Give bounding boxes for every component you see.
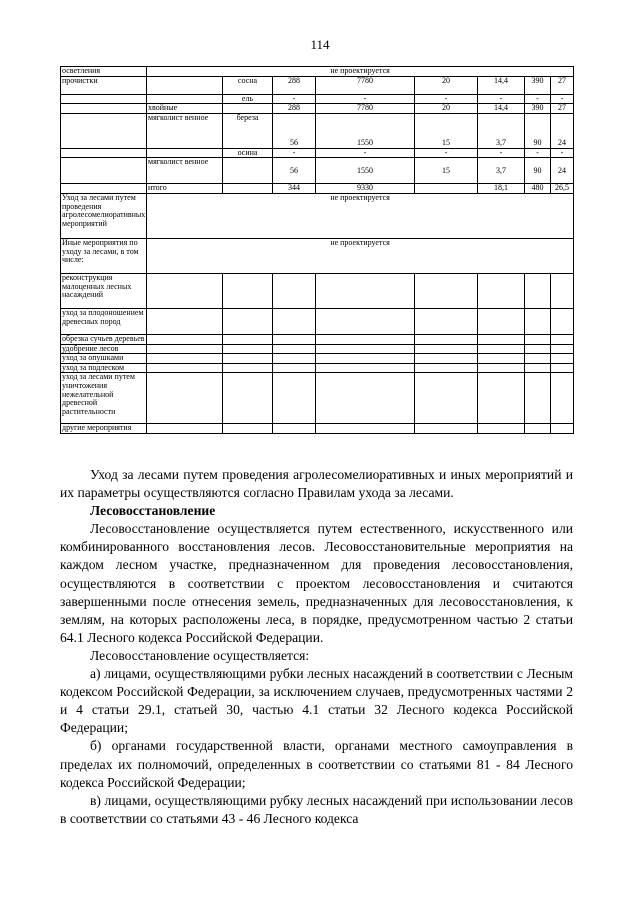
merged-cell: не проектируется — [147, 238, 574, 273]
empty-cell — [551, 373, 574, 424]
value-cell: 90 — [525, 113, 551, 148]
body-text — [60, 466, 573, 828]
empty-cell — [525, 334, 551, 344]
empty-cell — [415, 273, 478, 308]
group-cell — [147, 76, 223, 94]
empty-cell — [478, 334, 525, 344]
empty-cell — [478, 373, 525, 424]
empty-cell — [147, 308, 223, 334]
group-cell — [147, 94, 223, 104]
table-row — [61, 363, 574, 373]
value-cell: 390 — [525, 76, 551, 94]
empty-cell — [551, 344, 574, 354]
value-cell: 480 — [525, 184, 551, 194]
value-cell: 390 — [525, 104, 551, 114]
table-row — [61, 67, 574, 77]
value-cell: 15 — [415, 158, 478, 184]
species-cell: осина — [223, 148, 273, 158]
empty-cell — [478, 424, 525, 434]
row-label: другие мероприятия — [61, 424, 147, 434]
value-cell: 7780 — [316, 104, 415, 114]
empty-cell — [316, 344, 415, 354]
value-cell: 90 — [525, 158, 551, 184]
species-cell: сосна — [223, 76, 273, 94]
empty-cell — [147, 334, 223, 344]
empty-cell — [147, 354, 223, 364]
value-cell: - — [478, 94, 525, 104]
row-label: обрезка сучьев деревьев — [62, 334, 145, 343]
table-row — [61, 158, 574, 184]
empty-cell — [273, 308, 316, 334]
value-cell: 20 — [415, 76, 478, 94]
value-cell: 15 — [415, 113, 478, 148]
row-label: удобрение лесов — [61, 344, 147, 354]
value-cell: 14,4 — [478, 76, 525, 94]
empty-cell — [316, 334, 415, 344]
forest-care-table — [60, 66, 574, 434]
group-cell: хвойные — [147, 104, 223, 114]
row-label — [61, 94, 147, 104]
value-cell: 27 — [551, 104, 574, 114]
value-cell: 3,7 — [478, 113, 525, 148]
empty-cell — [223, 334, 273, 344]
empty-cell — [415, 334, 478, 344]
empty-cell — [551, 334, 574, 344]
empty-cell — [415, 354, 478, 364]
empty-cell — [273, 273, 316, 308]
row-label: осветления — [61, 67, 147, 77]
value-cell: 9330 — [316, 184, 415, 194]
row-label — [61, 113, 147, 148]
empty-cell — [525, 424, 551, 434]
row-label — [61, 184, 147, 194]
empty-cell — [223, 373, 273, 424]
table-row — [61, 104, 574, 114]
empty-cell — [478, 308, 525, 334]
value-cell: 7780 — [316, 76, 415, 94]
species-cell: ель — [223, 94, 273, 104]
row-label: Иные мероприятия по уходу за лесами, в том числе: — [61, 238, 147, 273]
value-cell: 56 — [273, 158, 316, 184]
species-cell: береза — [223, 113, 273, 148]
empty-cell — [273, 424, 316, 434]
empty-cell — [525, 308, 551, 334]
species-cell — [223, 184, 273, 194]
empty-cell — [551, 363, 574, 373]
value-cell: - — [415, 94, 478, 104]
group-cell — [147, 148, 223, 158]
empty-cell — [147, 363, 223, 373]
group-cell: мягколист венное — [147, 113, 223, 148]
empty-cell — [415, 308, 478, 334]
empty-cell — [478, 344, 525, 354]
empty-cell — [147, 273, 223, 308]
empty-cell — [478, 273, 525, 308]
empty-cell — [478, 354, 525, 364]
paragraph: Лесовосстановление осуществляется: — [90, 647, 310, 663]
value-cell: 18,1 — [478, 184, 525, 194]
value-cell: 20 — [415, 104, 478, 114]
empty-cell — [147, 344, 223, 354]
group-cell: итого — [147, 184, 223, 194]
value-cell: 27 — [551, 76, 574, 94]
empty-cell — [551, 354, 574, 364]
paragraph: б) органами государственной власти, органами местного самоуправления в пределах их полномочий, определенных в соответствии со статьями 81 - 84 Лесного кодекса Российской Федерации; — [60, 738, 573, 790]
empty-cell — [273, 344, 316, 354]
value-cell: - — [316, 94, 415, 104]
empty-cell — [415, 424, 478, 434]
table-row — [61, 193, 574, 238]
empty-cell — [525, 363, 551, 373]
table-row — [61, 94, 574, 104]
empty-cell — [551, 424, 574, 434]
empty-cell — [415, 344, 478, 354]
empty-cell — [223, 273, 273, 308]
value-cell: - — [273, 148, 316, 158]
empty-cell — [415, 363, 478, 373]
value-cell: 344 — [273, 184, 316, 194]
row-label: уход за лесами путем уничтожения нежелательной древесной растительности — [61, 373, 147, 424]
empty-cell — [223, 354, 273, 364]
empty-cell — [273, 373, 316, 424]
row-label: прочистки — [61, 76, 147, 94]
table-row — [61, 373, 574, 424]
paragraph: а) лицами, осуществляющими рубки лесных насаждений в соответствии с Лесным кодексом Российской Федерации, за исключением случаев, предусмотренных частями 2 и 4 статьи 29.1, статьей 30, частью 4.1 статьи 32 Лесного кодекса Российской Федерации; — [60, 666, 573, 736]
row-label — [61, 158, 147, 184]
empty-cell — [223, 344, 273, 354]
value-cell: - — [551, 94, 574, 104]
table-row — [61, 273, 574, 308]
value-cell: - — [478, 148, 525, 158]
value-cell: 56 — [273, 113, 316, 148]
value-cell: - — [316, 148, 415, 158]
value-cell: 26,5 — [551, 184, 574, 194]
empty-cell — [223, 308, 273, 334]
empty-cell — [478, 363, 525, 373]
empty-cell — [525, 344, 551, 354]
table-row — [61, 238, 574, 273]
empty-cell — [223, 363, 273, 373]
value-cell: - — [273, 94, 316, 104]
species-cell — [223, 158, 273, 184]
empty-cell — [273, 363, 316, 373]
section-heading: Лесовосстановление — [90, 503, 216, 519]
table-row — [61, 344, 574, 354]
value-cell: 288 — [273, 76, 316, 94]
empty-cell — [147, 373, 223, 424]
row-label — [61, 148, 147, 158]
value-cell: 3,7 — [478, 158, 525, 184]
value-cell — [415, 184, 478, 194]
value-cell: 1550 — [316, 158, 415, 184]
paragraph: Лесовосстановление осуществляется путем естественного, искусственного или комбинированного восстановления лесов. Лесовосстановительные мероприятия на каждом лесном участке, предназначенном для проведения лесовосстановления, осуществляются в соответствии с проектом лесовосстановления и считаются завершенными после отнесения земель, предназначенных для лесовосстановления, к землям, на которых расположены леса, в порядке, предусмотренном частью 2 статьи 64.1 Лесного кодекса Российской Федерации. — [60, 521, 573, 645]
row-label — [61, 104, 147, 114]
row-label: реконструкция малоценных лесных насаждений — [61, 273, 147, 308]
paragraph: Уход за лесами путем проведения агролесомелиоративных и иных мероприятий и их параметры осуществляются согласно Правилам ухода за лесами. — [60, 467, 573, 501]
group-cell: мягколист венное — [147, 158, 223, 184]
empty-cell — [316, 273, 415, 308]
table-row — [61, 334, 574, 344]
table-row — [61, 184, 574, 194]
empty-cell — [273, 334, 316, 344]
value-cell: 288 — [273, 104, 316, 114]
value-cell: - — [415, 148, 478, 158]
row-label: уход за подлеском — [61, 363, 147, 373]
table-row — [61, 148, 574, 158]
table-row — [61, 308, 574, 334]
empty-cell — [316, 363, 415, 373]
value-cell: 24 — [551, 113, 574, 148]
empty-cell — [525, 273, 551, 308]
page-number: 114 — [310, 37, 330, 52]
table-row — [61, 354, 574, 364]
empty-cell — [316, 308, 415, 334]
table-row — [61, 76, 574, 94]
value-cell: 24 — [551, 158, 574, 184]
empty-cell — [415, 373, 478, 424]
value-cell: - — [551, 148, 574, 158]
value-cell: 1550 — [316, 113, 415, 148]
species-cell — [223, 104, 273, 114]
empty-cell — [223, 424, 273, 434]
empty-cell — [551, 273, 574, 308]
empty-cell — [273, 354, 316, 364]
empty-cell — [525, 354, 551, 364]
value-cell: - — [525, 148, 551, 158]
empty-cell — [147, 424, 223, 434]
row-label: Уход за лесами путем проведения агролесомелиоративных мероприятий — [61, 193, 147, 238]
empty-cell — [316, 373, 415, 424]
merged-cell: не проектируется — [147, 193, 574, 238]
table-row — [61, 424, 574, 434]
row-label: уход за опушками — [61, 354, 147, 364]
value-cell: - — [525, 94, 551, 104]
empty-cell — [551, 308, 574, 334]
row-label: уход за плодоношением древесных пород — [61, 308, 147, 334]
empty-cell — [316, 354, 415, 364]
empty-cell — [316, 424, 415, 434]
paragraph: в) лицами, осуществляющими рубку лесных насаждений при использовании лесов в соответствии со статьями 43 - 46 Лесного кодекса — [60, 792, 573, 826]
table-row — [61, 113, 574, 148]
value-cell: 14,4 — [478, 104, 525, 114]
merged-cell: не проектируется — [147, 67, 574, 77]
empty-cell — [525, 373, 551, 424]
